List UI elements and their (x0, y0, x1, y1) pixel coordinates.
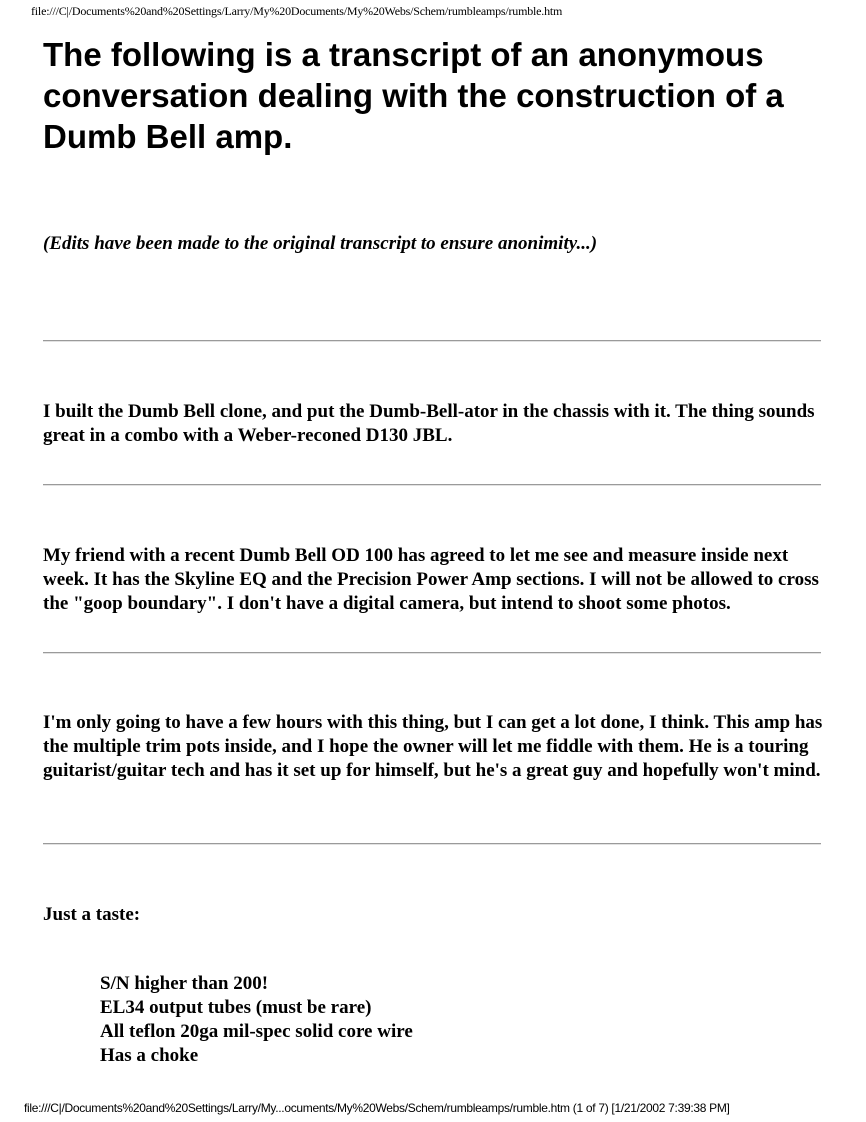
header-file-path: file:///C|/Documents%20and%20Settings/Larry/My%20Documents/My%20Webs/Schem/rumbleamps/rumble.htm (31, 4, 563, 18)
divider (43, 652, 821, 654)
paragraph-taste-heading: Just a taste: (43, 904, 141, 925)
divider (43, 484, 821, 486)
footer-print-info: file:///C|/Documents%20and%20Settings/Larry/My...ocuments/My%20Webs/Schem/rumbleamps/rumble.htm (1 of 7) [1/21/2002 7:39:38 PM] (24, 1101, 730, 1115)
paragraph-trim-pots: I'm only going to have a few hours with this thing, but I can get a lot done, I think. This amp has the multiple trim pots inside, and I hope the owner will let me fiddle with them. He is a touring guitarist/guitar tech and has it set up for himself, but he's a great guy and hopefully won't mind. (43, 712, 823, 781)
paragraph-od100-visit: My friend with a recent Dumb Bell OD 100 has agreed to let me see and measure inside next week. It has the Skyline EQ and the Precision Power Amp sections. I will not be allowed to cross the "goop boundary". I don't have a digital camera, but intend to shoot some photos. (43, 545, 819, 614)
edit-note: (Edits have been made to the original transcript to ensure anonimity...) (43, 233, 598, 254)
divider (43, 340, 821, 342)
page-title: The following is a transcript of an anonymous conversation dealing with the construction of a Dumb Bell amp. (43, 36, 784, 155)
taste-list (100, 972, 413, 1068)
paragraph-clone-build: I built the Dumb Bell clone, and put the Dumb-Bell-ator in the chassis with it. The thing sounds great in a combo with a Weber-reconed D130 JBL. (43, 401, 815, 446)
list-item: S/N higher than 200! (100, 973, 269, 994)
list-item: Has a choke (100, 1045, 199, 1066)
list-item: All teflon 20ga mil-spec solid core wire (100, 1021, 413, 1042)
divider (43, 843, 821, 845)
list-item: EL34 output tubes (must be rare) (100, 997, 372, 1018)
